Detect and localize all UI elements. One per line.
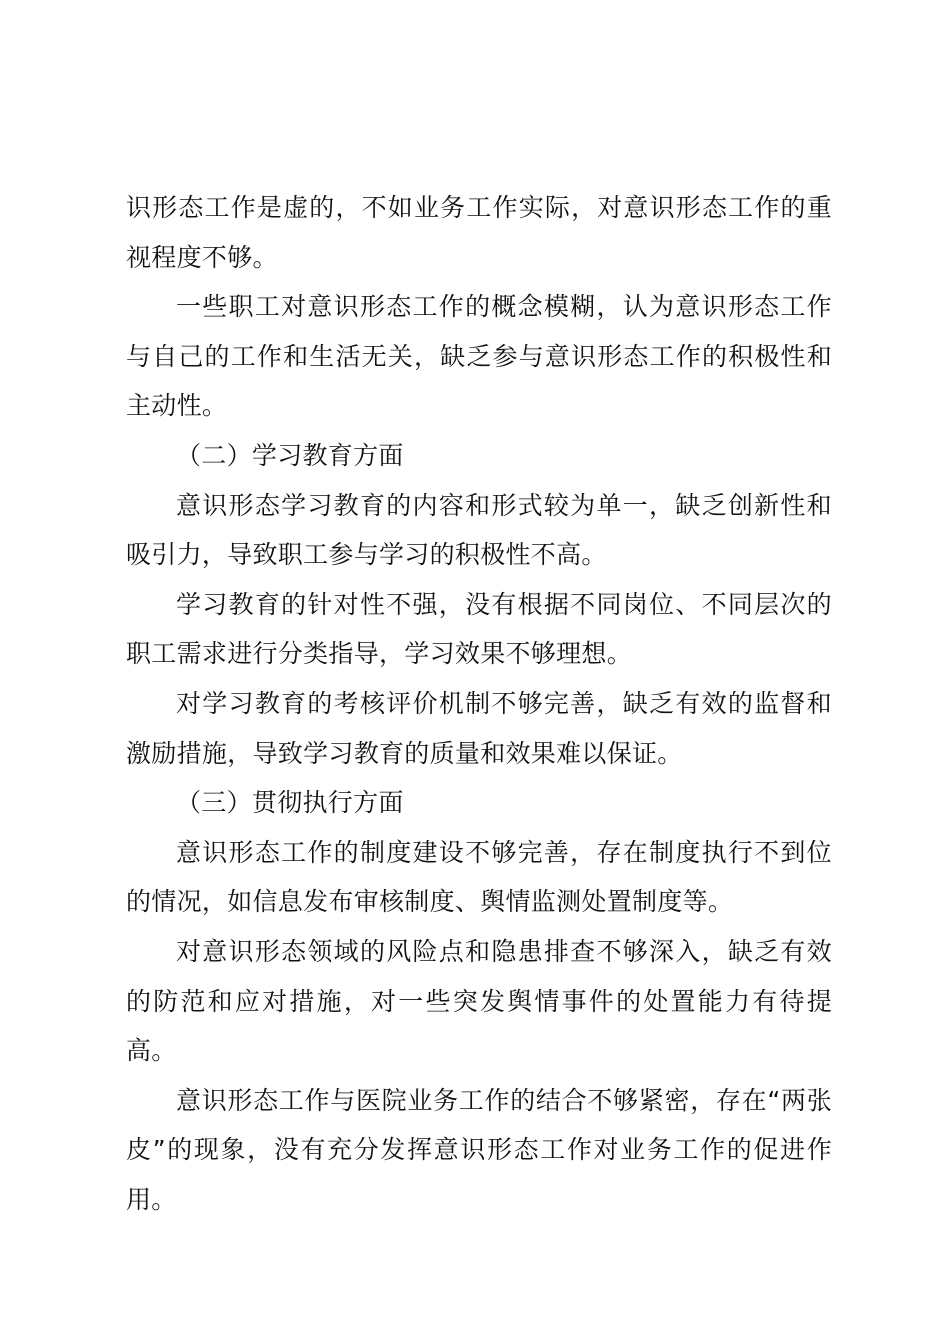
- paragraph: 意识形态工作与医院业务工作的结合不够紧密，存在“两张皮”的现象，没有充分发挥意识形态工作对业务工作的促进作用。: [126, 1085, 832, 1214]
- paragraph: 意识形态工作的制度建设不够完善，存在制度执行不到位的情况，如信息发布审核制度、舆情监测处置制度等。: [126, 837, 832, 917]
- document-body: [126, 183, 832, 1224]
- paragraph: 对学习教育的考核评价机制不够完善，缺乏有效的监督和激励措施，导致学习教育的质量和效果难以保证。: [126, 688, 832, 768]
- paragraph: 对意识形态领域的风险点和隐患排查不够深入，缺乏有效的防范和应对措施，对一些突发舆情事件的处置能力有待提高。: [126, 936, 832, 1066]
- paragraph: 学习教育的针对性不强，没有根据不同岗位、不同层次的职工需求进行分类指导，学习效果不够理想。: [126, 589, 832, 669]
- section-heading-implementation: （三）贯彻执行方面: [176, 788, 404, 818]
- paragraph-continued: 识形态工作是虚的，不如业务工作实际，对意识形态工作的重视程度不够。: [126, 193, 832, 272]
- section-heading-study-education: （二）学习教育方面: [176, 440, 404, 470]
- paragraph: 一些职工对意识形态工作的概念模糊，认为意识形态工作与自己的工作和生活无关，缺乏参与意识形态工作的积极性和主动性。: [126, 292, 832, 421]
- paragraph: 意识形态学习教育的内容和形式较为单一，缺乏创新性和吸引力，导致职工参与学习的积极性不高。: [126, 490, 832, 570]
